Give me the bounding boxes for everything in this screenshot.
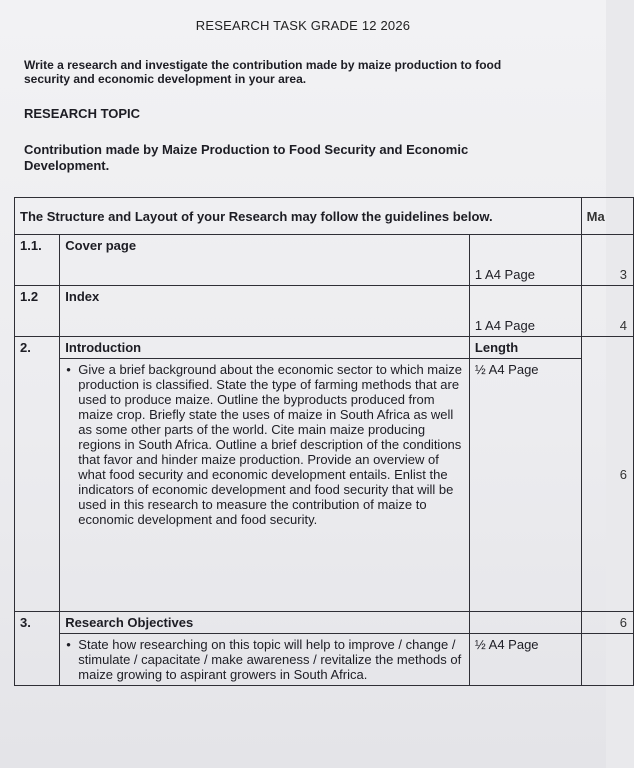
- table-row: [15, 634, 634, 686]
- row-section: Index: [60, 286, 470, 337]
- row-length: 1 A4 Page: [469, 235, 581, 286]
- row-marks: 3: [581, 235, 633, 286]
- row-description: [60, 634, 470, 686]
- table-row: [15, 235, 634, 286]
- table-row: [15, 612, 634, 634]
- table-header-row: [15, 198, 634, 235]
- length-header: Length: [469, 337, 581, 359]
- table-row: [15, 286, 634, 337]
- list-item: [66, 362, 464, 527]
- structure-table: [14, 197, 634, 686]
- row-length: 1 A4 Page: [469, 286, 581, 337]
- instructions-line-2: security and economic development in your area.: [24, 72, 307, 86]
- instructions-line-1: Write a research and investigate the contribution made by maize production to food: [24, 58, 502, 72]
- row-number: 2.: [15, 337, 60, 612]
- row-section: Introduction: [60, 337, 470, 359]
- table-row: [15, 337, 634, 359]
- task-instructions: [24, 58, 604, 86]
- row-length: ½ A4 Page: [469, 634, 581, 686]
- row-number: 1.1.: [15, 235, 60, 286]
- row-section: Cover page: [60, 235, 470, 286]
- page-title: RESEARCH TASK GRADE 12 2026: [195, 18, 411, 33]
- row-description: [60, 359, 470, 612]
- objectives-bullet-text: State how researching on this topic will help to improve / change / stimulate / capacitate / make awareness / revitalize the methods of maize growing to aspirant growers in South Africa.: [78, 637, 462, 682]
- table-header: The Structure and Layout of your Research may follow the guidelines below.: [15, 198, 582, 235]
- marks-header: Ma: [581, 198, 633, 235]
- intro-bullet-text: Give a brief background about the economic sector to which maize production is classified. State the type of farming methods that are used to produce maize. Outline the byproducts produced from maize crop. Briefly state the uses of maize in South Africa as well as some other parts of the world. Cite main maize producing regions in South Africa. Outline a brief description of the conditions that favor and hinder maize production. Provide an overview of what food security and economic development entails. Enlist the indicators of economic development and food security that will be used in this research to measure the contribution of maize to economic development and food security.: [78, 362, 462, 527]
- bullet-icon: •: [66, 637, 71, 652]
- row-number: 1.2: [15, 286, 60, 337]
- row-length: ½ A4 Page: [469, 359, 581, 612]
- row-marks: 4: [581, 286, 633, 337]
- row-number: 3.: [15, 612, 60, 686]
- table-row: [15, 359, 634, 612]
- row-marks: 6: [581, 337, 633, 612]
- list-item: [66, 637, 464, 682]
- research-topic: Contribution made by Maize Production to Food Security and Economic Development.: [24, 142, 469, 173]
- row-section: Research Objectives: [60, 612, 470, 634]
- row-marks: 6: [581, 612, 633, 634]
- topic-heading: RESEARCH TOPIC: [24, 106, 141, 121]
- bullet-icon: •: [66, 362, 71, 377]
